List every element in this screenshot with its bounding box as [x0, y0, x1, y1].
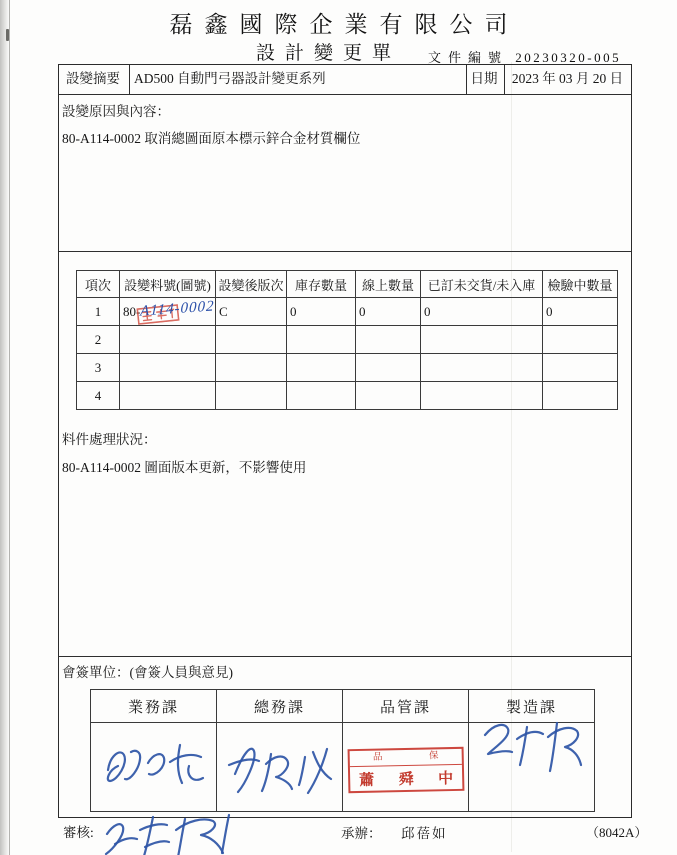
item-part-number-cell [120, 298, 216, 326]
item-stock-qty: 0 [287, 298, 356, 326]
items-header-row [77, 271, 618, 298]
col-online-qty: 線上數量 [356, 271, 421, 298]
company-title: 磊鑫國際企業有限公司 [169, 12, 520, 37]
qc-signature-cell [343, 723, 469, 812]
manufacturing-signature-cell [469, 723, 595, 812]
handler-name: 邱蓓如 [401, 826, 448, 841]
col-item-no: 項次 [77, 271, 120, 298]
qc-stamp-header-char: 保 [428, 751, 439, 762]
qc-stamp-header-char: 品 [372, 752, 383, 763]
table-row [77, 382, 618, 410]
item-inspecting-qty: 0 [543, 298, 618, 326]
summary-label: 設變摘要 [66, 71, 120, 86]
item-no: 4 [77, 382, 120, 410]
form-title: 設計變更單 [256, 43, 402, 64]
manufacturing-handwritten-signature [475, 715, 587, 779]
col-general-affairs-dept: 總務課 [217, 690, 343, 723]
doc-number-value: 20230320-005 [515, 50, 622, 65]
reason-content: 80-A114-0002 取消總圖面原本標示鋅合金材質欄位 [62, 131, 361, 146]
col-part-number: 設變料號(圖號) [120, 271, 216, 298]
col-manufacturing-dept: 製造課 [469, 690, 595, 723]
review-label: 審核: [63, 825, 94, 840]
general-affairs-signature-cell [217, 723, 343, 812]
signoff-table [90, 689, 595, 812]
sales-signature-cell [91, 723, 217, 812]
part-printed-prefix: 80- [123, 303, 141, 319]
item-ordered-qty: 0 [421, 298, 543, 326]
col-sales-dept: 業務課 [91, 690, 217, 723]
general-affairs-handwritten-signature [221, 734, 339, 800]
handler-label: 承辦： [341, 826, 382, 841]
doc-number-label: 文件編號 [428, 50, 509, 65]
divider-summary [59, 94, 631, 95]
scan-left-edge [0, 0, 10, 855]
summary-value: AD500 自動門弓器設計變更系列 [134, 71, 326, 86]
reason-section-label: 設變原因與內容： [62, 104, 170, 119]
col-stock-qty: 庫存數量 [287, 271, 356, 298]
table-row [77, 354, 618, 382]
item-revision: C [216, 298, 287, 326]
col-revision: 設變後版次 [216, 271, 287, 298]
col-inspecting-qty: 檢驗中數量 [543, 271, 618, 298]
qc-seal-stamp [347, 747, 464, 793]
form-code: （8042A） [586, 825, 648, 840]
sales-handwritten-signature [98, 736, 210, 798]
divider-handling [59, 656, 631, 657]
item-online-qty: 0 [356, 298, 421, 326]
divider-reason [59, 251, 631, 252]
date-label: 日期 [470, 71, 498, 86]
col-qc-dept: 品管課 [343, 690, 469, 723]
divider-summary-label [129, 65, 130, 94]
table-row [77, 326, 618, 354]
handling-content: 80-A114-0002 圖面版本更新，不影響使用 [62, 460, 307, 475]
signoff-section-label: 會簽單位：(會簽人員與意見) [62, 665, 233, 680]
qc-stamp-name: 蕭 舜 中 [358, 770, 453, 789]
item-no: 1 [77, 298, 120, 326]
handling-section-label: 料件處理狀況： [62, 432, 157, 447]
change-items-table [76, 270, 618, 410]
date-value: 2023 年 03 月 20 日 [511, 71, 624, 86]
item-no: 3 [77, 354, 120, 382]
signoff-signature-row [91, 723, 595, 812]
table-row [77, 298, 618, 326]
item-no: 2 [77, 326, 120, 354]
review-handwritten-signature [95, 806, 245, 855]
part-handwritten: A114-0002 [139, 298, 215, 320]
col-ordered-qty: 已訂未交貨/未入庫 [421, 271, 543, 298]
